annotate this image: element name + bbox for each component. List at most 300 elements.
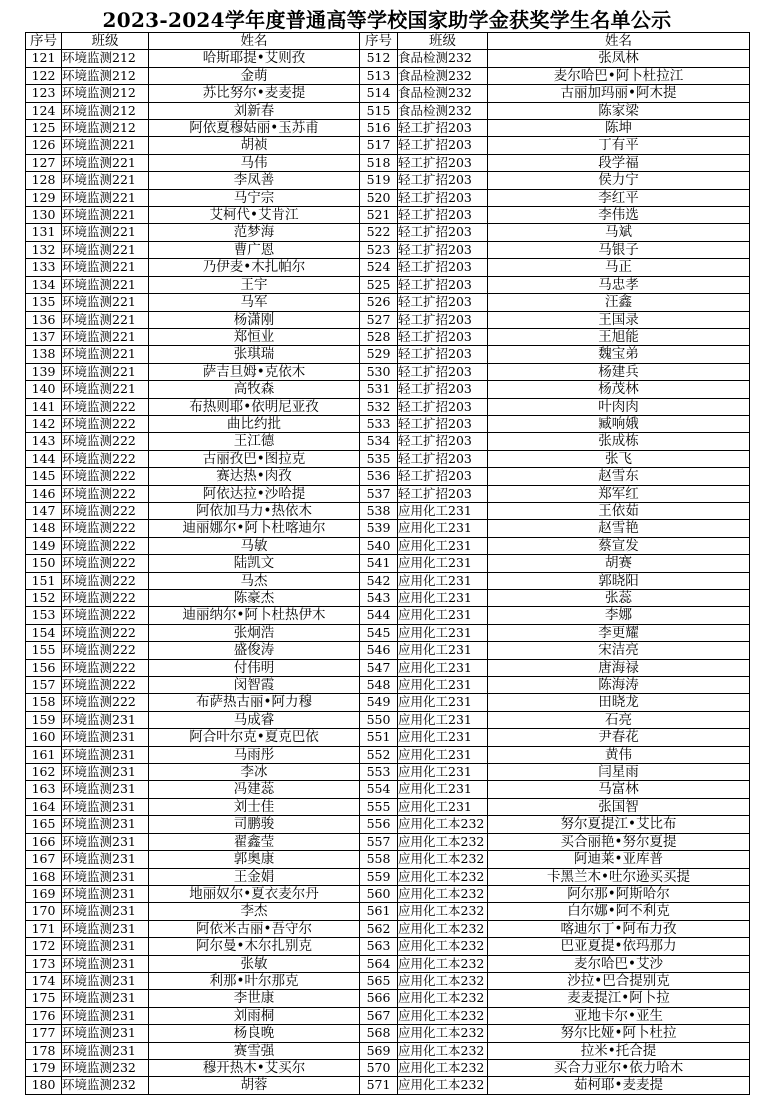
left-student-name-cell: 杨潇刚 <box>149 311 360 328</box>
right-serial-cell: 560 <box>360 885 398 902</box>
left-class-cell: 环境监测222 <box>62 502 149 519</box>
header-row <box>26 33 750 50</box>
left-student-name-cell: 阿依达拉•沙哈提 <box>149 485 360 502</box>
left-class-cell: 环境监测232 <box>62 1077 149 1094</box>
right-serial-cell: 549 <box>360 694 398 711</box>
left-student-name-cell: 王金娟 <box>149 868 360 885</box>
right-serial-cell: 553 <box>360 764 398 781</box>
table-row <box>26 363 750 380</box>
right-student-name-cell: 臧响娥 <box>488 415 750 432</box>
left-class-cell: 环境监测231 <box>62 1042 149 1059</box>
right-serial-cell: 535 <box>360 450 398 467</box>
right-student-name-cell: 李伟选 <box>488 207 750 224</box>
table-row <box>26 1042 750 1059</box>
left-class-cell: 环境监测231 <box>62 938 149 955</box>
document-title: 2023-2024学年度普通高等学校国家助学金获奖学生名单公示 <box>102 8 672 32</box>
left-class-cell: 环境监测231 <box>62 903 149 920</box>
right-student-name-cell: 买合丽艳•努尔夏提 <box>488 833 750 850</box>
left-student-name-cell: 陆凯文 <box>149 555 360 572</box>
left-class-cell: 环境监测221 <box>62 363 149 380</box>
left-class-cell: 环境监测221 <box>62 224 149 241</box>
right-student-name-cell: 张成栋 <box>488 433 750 450</box>
left-class-cell: 环境监测221 <box>62 311 149 328</box>
left-serial-cell: 147 <box>26 502 62 519</box>
table-row <box>26 415 750 432</box>
right-class-cell: 应用化工231 <box>398 642 488 659</box>
left-class-cell: 环境监测221 <box>62 241 149 258</box>
left-student-name-cell: 布热则耶•依明尼亚孜 <box>149 398 360 415</box>
right-serial-cell: 551 <box>360 729 398 746</box>
right-class-cell: 应用化工231 <box>398 764 488 781</box>
right-serial-cell: 563 <box>360 938 398 955</box>
right-class-cell: 应用化工本232 <box>398 885 488 902</box>
left-student-name-cell: 马宁宗 <box>149 189 360 206</box>
left-student-name-cell: 迪丽娜尔•阿卜杜喀迪尔 <box>149 520 360 537</box>
left-student-name-cell: 李杰 <box>149 903 360 920</box>
left-class-cell: 环境监测222 <box>62 415 149 432</box>
right-serial-cell: 548 <box>360 677 398 694</box>
left-serial-cell: 161 <box>26 746 62 763</box>
right-class-cell: 轻工扩招203 <box>398 137 488 154</box>
right-class-cell: 应用化工本232 <box>398 903 488 920</box>
right-student-name-cell: 胡赛 <box>488 555 750 572</box>
left-serial-cell: 177 <box>26 1025 62 1042</box>
left-class-cell: 环境监测221 <box>62 137 149 154</box>
right-serial-cell: 523 <box>360 241 398 258</box>
left-student-name-cell: 地丽奴尔•夏衣麦尔丹 <box>149 885 360 902</box>
left-class-cell: 环境监测221 <box>62 276 149 293</box>
left-class-cell: 环境监测212 <box>62 85 149 102</box>
right-serial-cell: 522 <box>360 224 398 241</box>
right-class-cell: 应用化工231 <box>398 502 488 519</box>
right-serial-cell: 556 <box>360 816 398 833</box>
right-student-name-cell: 亚地卡尔•亚生 <box>488 1007 750 1024</box>
right-class-cell: 食品检测232 <box>398 102 488 119</box>
roster-body <box>26 50 750 1094</box>
table-row <box>26 572 750 589</box>
right-serial-cell: 562 <box>360 920 398 937</box>
right-student-name-cell: 努尔比娅•阿卜杜拉 <box>488 1025 750 1042</box>
left-serial-cell: 150 <box>26 555 62 572</box>
right-student-name-cell: 拉米•托合提 <box>488 1042 750 1059</box>
table-row <box>26 781 750 798</box>
right-class-cell: 轻工扩招203 <box>398 189 488 206</box>
left-serial-cell: 125 <box>26 120 62 137</box>
left-class-cell: 环境监测231 <box>62 1025 149 1042</box>
left-class-cell: 环境监测221 <box>62 154 149 171</box>
right-class-cell: 轻工扩招203 <box>398 276 488 293</box>
right-class-cell: 轻工扩招203 <box>398 468 488 485</box>
right-student-name-cell: 陈坤 <box>488 120 750 137</box>
left-class-cell: 环境监测222 <box>62 624 149 641</box>
right-class-cell: 轻工扩招203 <box>398 259 488 276</box>
right-class-cell: 应用化工本232 <box>398 816 488 833</box>
right-student-name-cell: 尹春花 <box>488 729 750 746</box>
right-class-cell: 应用化工231 <box>398 677 488 694</box>
left-class-cell: 环境监测222 <box>62 642 149 659</box>
left-class-cell: 环境监测221 <box>62 328 149 345</box>
right-serial-cell: 536 <box>360 468 398 485</box>
right-serial-cell: 525 <box>360 276 398 293</box>
right-serial-cell: 518 <box>360 154 398 171</box>
right-class-cell: 应用化工231 <box>398 798 488 815</box>
right-class-cell: 轻工扩招203 <box>398 207 488 224</box>
left-student-name-cell: 杨良晚 <box>149 1025 360 1042</box>
right-student-name-cell: 努尔夏提江•艾比布 <box>488 816 750 833</box>
right-serial-cell: 558 <box>360 851 398 868</box>
left-serial-cell: 164 <box>26 798 62 815</box>
left-student-name-cell: 利那•叶尔那克 <box>149 972 360 989</box>
right-class-cell: 轻工扩招203 <box>398 485 488 502</box>
table-row <box>26 120 750 137</box>
right-serial-cell: 566 <box>360 990 398 1007</box>
left-serial-cell: 146 <box>26 485 62 502</box>
right-student-name-cell: 麦麦提江•阿卜拉 <box>488 990 750 1007</box>
table-row <box>26 241 750 258</box>
right-serial-cell: 547 <box>360 659 398 676</box>
left-student-name-cell: 曹广恩 <box>149 241 360 258</box>
right-class-cell: 应用化工231 <box>398 607 488 624</box>
right-class-cell: 应用化工231 <box>398 694 488 711</box>
right-serial-cell: 568 <box>360 1025 398 1042</box>
left-student-name-cell: 哈斯耶提•艾则孜 <box>149 50 360 67</box>
right-serial-cell: 543 <box>360 590 398 607</box>
award-roster-table <box>25 32 750 1095</box>
left-student-name-cell: 翟鑫莹 <box>149 833 360 850</box>
left-serial-cell: 123 <box>26 85 62 102</box>
right-serial-cell: 552 <box>360 746 398 763</box>
left-class-cell: 环境监测222 <box>62 572 149 589</box>
left-serial-cell: 178 <box>26 1042 62 1059</box>
left-serial-cell: 138 <box>26 346 62 363</box>
left-serial-cell: 143 <box>26 433 62 450</box>
right-student-name-cell: 蔡宣发 <box>488 537 750 554</box>
table-row <box>26 555 750 572</box>
right-student-name-cell: 陈家梁 <box>488 102 750 119</box>
left-serial-cell: 174 <box>26 972 62 989</box>
left-serial-cell: 127 <box>26 154 62 171</box>
right-class-cell: 应用化工231 <box>398 659 488 676</box>
right-student-name-cell: 麦尔哈巴•艾沙 <box>488 955 750 972</box>
left-serial-cell: 159 <box>26 711 62 728</box>
right-class-cell: 轻工扩招203 <box>398 311 488 328</box>
right-student-name-cell: 王依茹 <box>488 502 750 519</box>
table-row <box>26 207 750 224</box>
left-student-name-cell: 赛达热•肉孜 <box>149 468 360 485</box>
left-student-name-cell: 迪丽纳尔•阿卜杜热伊木 <box>149 607 360 624</box>
right-student-name-cell: 马忠孝 <box>488 276 750 293</box>
left-serial-cell: 132 <box>26 241 62 258</box>
left-class-cell: 环境监测222 <box>62 607 149 624</box>
header-name-right: 姓名 <box>488 33 750 50</box>
left-serial-cell: 133 <box>26 259 62 276</box>
left-class-cell: 环境监测221 <box>62 172 149 189</box>
left-student-name-cell: 阿依加马力•热依木 <box>149 502 360 519</box>
right-student-name-cell: 沙拉•巴合提别克 <box>488 972 750 989</box>
left-class-cell: 环境监测222 <box>62 433 149 450</box>
right-serial-cell: 529 <box>360 346 398 363</box>
left-student-name-cell: 穆开热木•艾买尔 <box>149 1059 360 1076</box>
left-class-cell: 环境监测222 <box>62 485 149 502</box>
left-student-name-cell: 李冰 <box>149 764 360 781</box>
table-row <box>26 102 750 119</box>
left-student-name-cell: 付伟明 <box>149 659 360 676</box>
right-student-name-cell: 张飞 <box>488 450 750 467</box>
right-serial-cell: 527 <box>360 311 398 328</box>
left-serial-cell: 137 <box>26 328 62 345</box>
left-serial-cell: 153 <box>26 607 62 624</box>
left-class-cell: 环境监测222 <box>62 450 149 467</box>
table-row <box>26 868 750 885</box>
left-serial-cell: 179 <box>26 1059 62 1076</box>
table-row <box>26 903 750 920</box>
right-student-name-cell: 黄伟 <box>488 746 750 763</box>
left-serial-cell: 171 <box>26 920 62 937</box>
header-class-left: 班级 <box>62 33 149 50</box>
left-serial-cell: 155 <box>26 642 62 659</box>
left-serial-cell: 175 <box>26 990 62 1007</box>
left-student-name-cell: 李凤善 <box>149 172 360 189</box>
left-class-cell: 环境监测222 <box>62 555 149 572</box>
right-student-name-cell: 赵雪艳 <box>488 520 750 537</box>
right-student-name-cell: 巴亚夏提•依玛那力 <box>488 938 750 955</box>
right-student-name-cell: 郭晓阳 <box>488 572 750 589</box>
right-serial-cell: 514 <box>360 85 398 102</box>
left-student-name-cell: 布萨热古丽•阿力穆 <box>149 694 360 711</box>
table-row <box>26 833 750 850</box>
left-student-name-cell: 马杰 <box>149 572 360 589</box>
left-class-cell: 环境监测231 <box>62 711 149 728</box>
left-student-name-cell: 曲比约批 <box>149 415 360 432</box>
left-serial-cell: 140 <box>26 381 62 398</box>
right-student-name-cell: 卡黑兰木•吐尔逊买买提 <box>488 868 750 885</box>
right-student-name-cell: 汪鑫 <box>488 294 750 311</box>
header-serial-right: 序号 <box>360 33 398 50</box>
table-row <box>26 381 750 398</box>
right-serial-cell: 569 <box>360 1042 398 1059</box>
left-class-cell: 环境监测231 <box>62 729 149 746</box>
right-student-name-cell: 李红平 <box>488 189 750 206</box>
right-student-name-cell: 陈海涛 <box>488 677 750 694</box>
left-serial-cell: 180 <box>26 1077 62 1094</box>
table-row <box>26 885 750 902</box>
right-student-name-cell: 段学福 <box>488 154 750 171</box>
table-row <box>26 590 750 607</box>
left-student-name-cell: 马雨彤 <box>149 746 360 763</box>
right-class-cell: 应用化工本232 <box>398 938 488 955</box>
left-serial-cell: 141 <box>26 398 62 415</box>
table-row <box>26 642 750 659</box>
left-class-cell: 环境监测221 <box>62 259 149 276</box>
right-class-cell: 应用化工231 <box>398 624 488 641</box>
table-row <box>26 259 750 276</box>
right-serial-cell: 554 <box>360 781 398 798</box>
table-row <box>26 955 750 972</box>
right-class-cell: 轻工扩招203 <box>398 294 488 311</box>
right-student-name-cell: 马银子 <box>488 241 750 258</box>
right-serial-cell: 544 <box>360 607 398 624</box>
right-serial-cell: 555 <box>360 798 398 815</box>
right-student-name-cell: 白尔娜•阿不利克 <box>488 903 750 920</box>
table-row <box>26 1059 750 1076</box>
left-student-name-cell: 闵智霞 <box>149 677 360 694</box>
right-student-name-cell: 唐海禄 <box>488 659 750 676</box>
right-student-name-cell: 买合力亚尔•依力哈木 <box>488 1059 750 1076</box>
left-class-cell: 环境监测231 <box>62 851 149 868</box>
right-serial-cell: 528 <box>360 328 398 345</box>
right-serial-cell: 540 <box>360 537 398 554</box>
left-student-name-cell: 张敏 <box>149 955 360 972</box>
right-serial-cell: 513 <box>360 67 398 84</box>
left-serial-cell: 160 <box>26 729 62 746</box>
right-student-name-cell: 马富林 <box>488 781 750 798</box>
right-serial-cell: 545 <box>360 624 398 641</box>
table-row <box>26 485 750 502</box>
right-student-name-cell: 田晓龙 <box>488 694 750 711</box>
right-serial-cell: 561 <box>360 903 398 920</box>
table-row <box>26 502 750 519</box>
left-serial-cell: 152 <box>26 590 62 607</box>
right-student-name-cell: 古丽加玛丽•阿木提 <box>488 85 750 102</box>
left-serial-cell: 173 <box>26 955 62 972</box>
left-student-name-cell: 范梦海 <box>149 224 360 241</box>
right-class-cell: 应用化工231 <box>398 520 488 537</box>
left-student-name-cell: 阿依米古丽•吾守尔 <box>149 920 360 937</box>
left-student-name-cell: 马敏 <box>149 537 360 554</box>
left-serial-cell: 139 <box>26 363 62 380</box>
left-student-name-cell: 张炯浩 <box>149 624 360 641</box>
left-serial-cell: 124 <box>26 102 62 119</box>
table-row <box>26 1077 750 1094</box>
left-serial-cell: 176 <box>26 1007 62 1024</box>
right-student-name-cell: 麦尔哈巴•阿卜杜拉江 <box>488 67 750 84</box>
left-class-cell: 环境监测231 <box>62 833 149 850</box>
right-serial-cell: 517 <box>360 137 398 154</box>
right-student-name-cell: 茹柯耶•麦麦提 <box>488 1077 750 1094</box>
right-class-cell: 食品检测232 <box>398 67 488 84</box>
right-student-name-cell: 叶肉肉 <box>488 398 750 415</box>
table-row <box>26 85 750 102</box>
right-student-name-cell: 李更耀 <box>488 624 750 641</box>
left-class-cell: 环境监测231 <box>62 798 149 815</box>
table-row <box>26 920 750 937</box>
right-serial-cell: 546 <box>360 642 398 659</box>
header-class-right: 班级 <box>398 33 488 50</box>
right-class-cell: 应用化工本232 <box>398 1007 488 1024</box>
left-serial-cell: 128 <box>26 172 62 189</box>
right-class-cell: 应用化工本232 <box>398 868 488 885</box>
left-student-name-cell: 郭奥康 <box>149 851 360 868</box>
left-student-name-cell: 刘新春 <box>149 102 360 119</box>
table-row <box>26 1007 750 1024</box>
left-serial-cell: 166 <box>26 833 62 850</box>
right-class-cell: 应用化工231 <box>398 555 488 572</box>
right-serial-cell: 570 <box>360 1059 398 1076</box>
left-serial-cell: 129 <box>26 189 62 206</box>
right-serial-cell: 519 <box>360 172 398 189</box>
left-student-name-cell: 李世康 <box>149 990 360 1007</box>
left-student-name-cell: 阿尔曼•木尔扎别克 <box>149 938 360 955</box>
right-class-cell: 应用化工231 <box>398 711 488 728</box>
right-class-cell: 应用化工231 <box>398 746 488 763</box>
left-serial-cell: 135 <box>26 294 62 311</box>
left-student-name-cell: 刘士佳 <box>149 798 360 815</box>
left-class-cell: 环境监测221 <box>62 207 149 224</box>
right-student-name-cell: 宋洁亮 <box>488 642 750 659</box>
right-student-name-cell: 赵雪东 <box>488 468 750 485</box>
right-serial-cell: 542 <box>360 572 398 589</box>
left-serial-cell: 145 <box>26 468 62 485</box>
right-student-name-cell: 闫星雨 <box>488 764 750 781</box>
right-serial-cell: 524 <box>360 259 398 276</box>
left-student-name-cell: 马军 <box>149 294 360 311</box>
table-row <box>26 746 750 763</box>
table-row <box>26 50 750 67</box>
left-student-name-cell: 王宇 <box>149 276 360 293</box>
right-student-name-cell: 李娜 <box>488 607 750 624</box>
table-row <box>26 711 750 728</box>
left-class-cell: 环境监测231 <box>62 1007 149 1024</box>
left-class-cell: 环境监测221 <box>62 381 149 398</box>
right-class-cell: 应用化工本232 <box>398 1025 488 1042</box>
right-serial-cell: 532 <box>360 398 398 415</box>
table-row <box>26 433 750 450</box>
table-row <box>26 346 750 363</box>
right-student-name-cell: 张凤林 <box>488 50 750 67</box>
right-class-cell: 轻工扩招203 <box>398 172 488 189</box>
right-class-cell: 应用化工231 <box>398 572 488 589</box>
left-serial-cell: 165 <box>26 816 62 833</box>
table-row <box>26 798 750 815</box>
left-serial-cell: 172 <box>26 938 62 955</box>
right-class-cell: 轻工扩招203 <box>398 398 488 415</box>
right-serial-cell: 531 <box>360 381 398 398</box>
left-student-name-cell: 陈豪杰 <box>149 590 360 607</box>
table-row <box>26 972 750 989</box>
table-row <box>26 67 750 84</box>
left-serial-cell: 154 <box>26 624 62 641</box>
left-serial-cell: 149 <box>26 537 62 554</box>
left-class-cell: 环境监测231 <box>62 885 149 902</box>
right-student-name-cell: 郑军红 <box>488 485 750 502</box>
right-serial-cell: 557 <box>360 833 398 850</box>
left-class-cell: 环境监测221 <box>62 189 149 206</box>
left-class-cell: 环境监测212 <box>62 120 149 137</box>
header-name-left: 姓名 <box>149 33 360 50</box>
left-student-name-cell: 王江德 <box>149 433 360 450</box>
left-class-cell: 环境监测222 <box>62 590 149 607</box>
left-class-cell: 环境监测212 <box>62 102 149 119</box>
right-class-cell: 轻工扩招203 <box>398 450 488 467</box>
left-class-cell: 环境监测231 <box>62 764 149 781</box>
left-class-cell: 环境监测221 <box>62 294 149 311</box>
right-class-cell: 轻工扩招203 <box>398 363 488 380</box>
left-class-cell: 环境监测221 <box>62 346 149 363</box>
left-class-cell: 环境监测231 <box>62 955 149 972</box>
table-row <box>26 468 750 485</box>
right-class-cell: 应用化工本232 <box>398 990 488 1007</box>
left-serial-cell: 163 <box>26 781 62 798</box>
right-student-name-cell: 张蕊 <box>488 590 750 607</box>
table-row <box>26 694 750 711</box>
right-serial-cell: 534 <box>360 433 398 450</box>
right-serial-cell: 538 <box>360 502 398 519</box>
left-class-cell: 环境监测212 <box>62 67 149 84</box>
left-student-name-cell: 金萌 <box>149 67 360 84</box>
left-class-cell: 环境监测222 <box>62 659 149 676</box>
left-class-cell: 环境监测231 <box>62 746 149 763</box>
right-serial-cell: 533 <box>360 415 398 432</box>
